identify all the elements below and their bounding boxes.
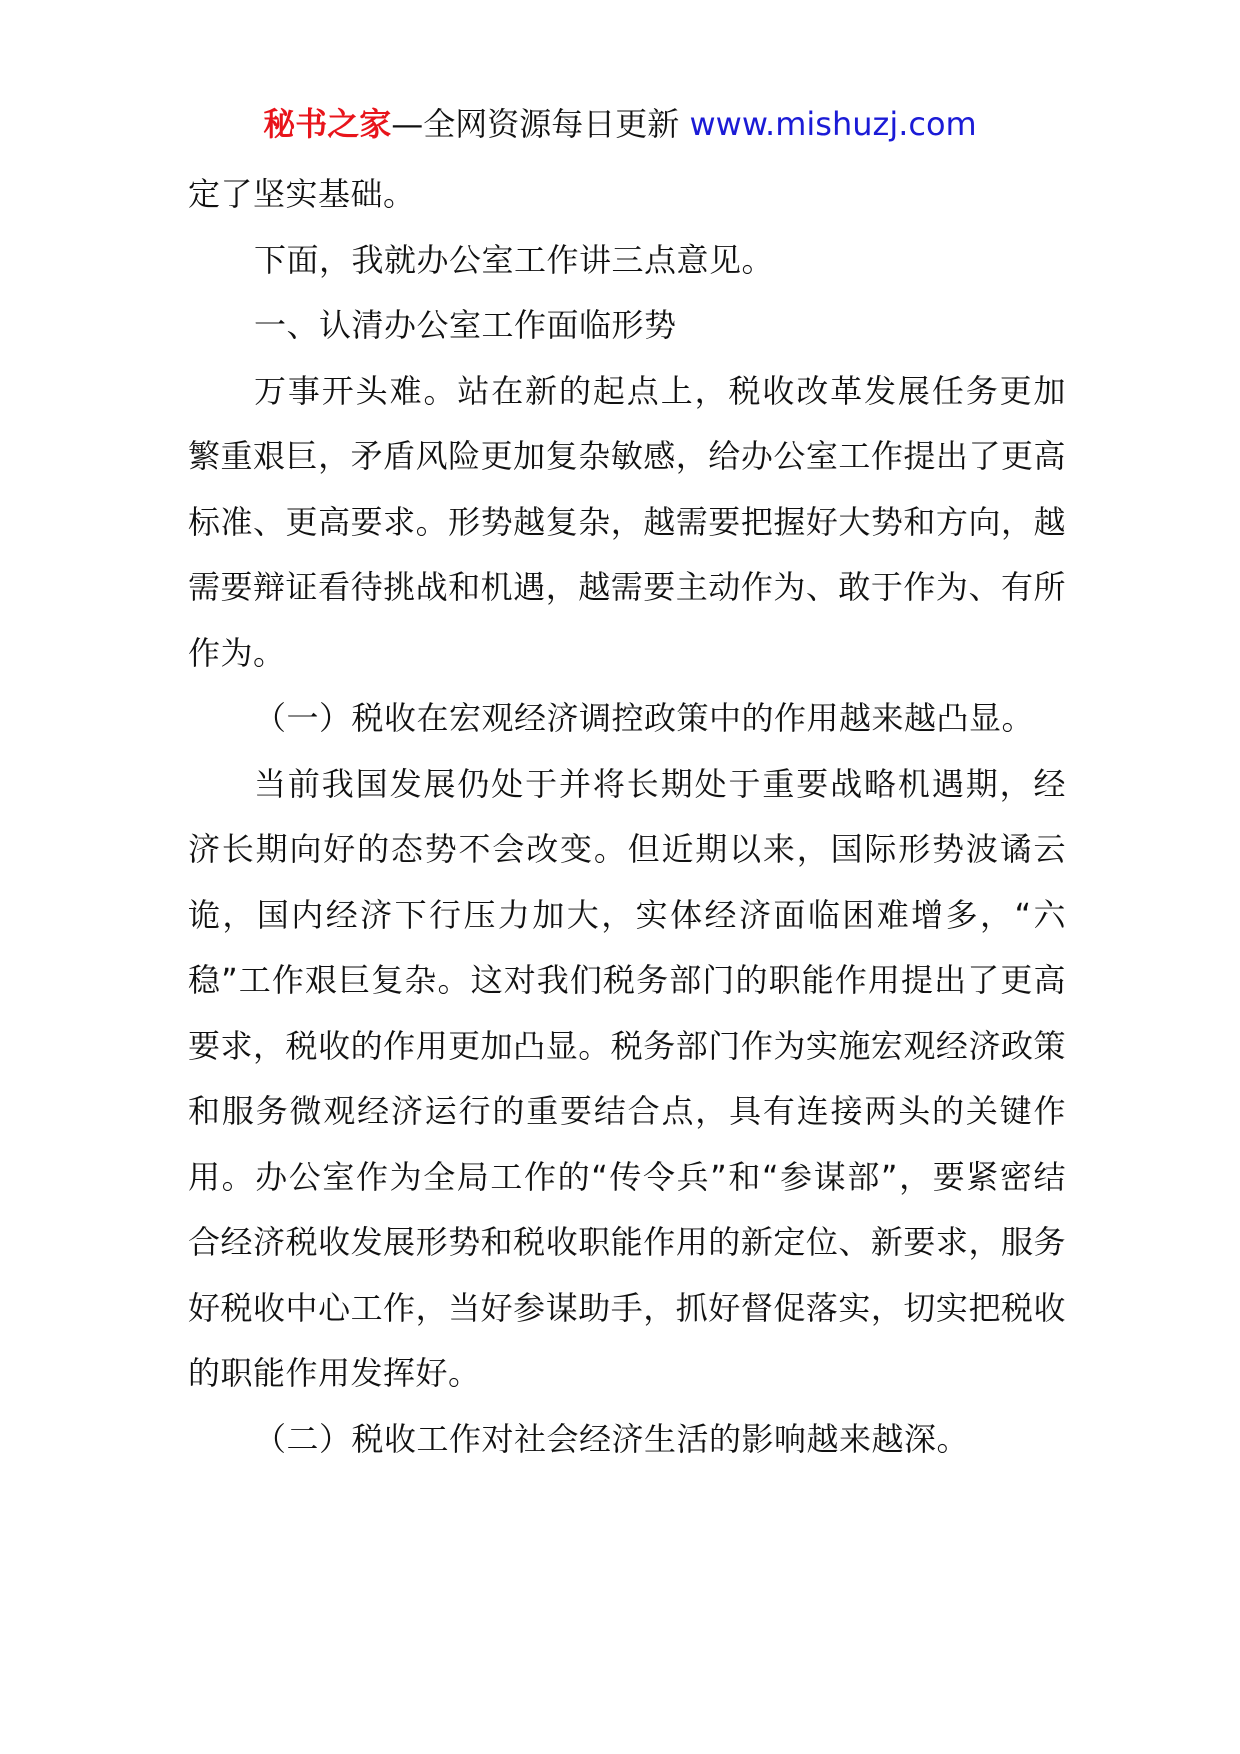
header-url-link[interactable]: www.mishuzj.com xyxy=(689,105,977,143)
paragraph-situation: 万事开头难。站在新的起点上，税收改革发展任务更加繁重艰巨，矛盾风险更加复杂敏感，给办公室工作提出了更高标准、更高要求。形势越复杂，越需要把握好大势和方向，越需要辩证看待挑战和机遇，越需要主动作为、敢于作为、有所作为。 xyxy=(188,371,1066,672)
paragraph-macro-economy: 当前我国发展仍处于并将长期处于重要战略机遇期，经济长期向好的态势不会改变。但近期以来，国际形势波谲云诡，国内经济下行压力加大，实体经济面临困难增多，“六稳”工作艰巨复杂。这对我们税务部门的职能作用提出了更高要求，税收的作用更加凸显。税务部门作为实施宏观经济政策和服务微观经济运行的重要结合点，具有连接两头的关键作用。办公室作为全局工作的“传令兵”和“参谋部”，要紧密结合经济税收发展形势和税收职能作用的新定位、新要求，服务好税收中心工作，当好参谋助手，抓好督促落实，切实把税收的职能作用发挥好。 xyxy=(188,764,1066,1392)
document-body xyxy=(188,162,1066,1472)
header-tagline: —全网资源每日更新 xyxy=(391,105,680,143)
brand-name: 秘书之家 xyxy=(263,105,392,143)
paragraph-intro: 下面，我就办公室工作讲三点意见。 xyxy=(254,240,775,279)
paragraph-continuation: 定了坚实基础。 xyxy=(188,175,416,213)
subsection-heading-1: （一）税收在宏观经济调控政策中的作用越来越凸显。 xyxy=(254,699,1035,737)
page-header xyxy=(0,100,1240,148)
section-heading: 一、认清办公室工作面临形势 xyxy=(254,306,677,344)
subsection-heading-2: （二）税收工作对社会经济生活的影响越来越深。 xyxy=(254,1419,970,1458)
